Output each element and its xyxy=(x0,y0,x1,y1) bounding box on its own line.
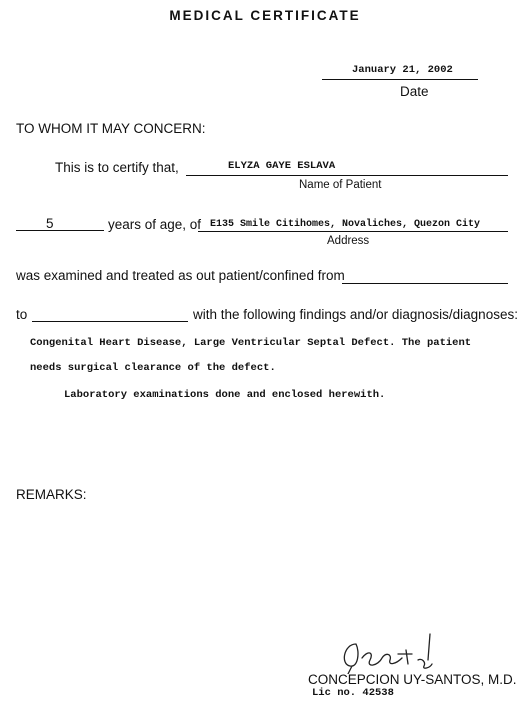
confined-to-line xyxy=(32,321,188,322)
physician-license: Lic no. 42538 xyxy=(312,687,394,699)
confined-from-line xyxy=(342,283,508,284)
date-line xyxy=(322,79,478,80)
date-value: January 21, 2002 xyxy=(352,64,453,76)
salutation: TO WHOM IT MAY CONCERN: xyxy=(16,121,206,136)
page-title: MEDICAL CERTIFICATE xyxy=(169,8,361,23)
findings-text: with the following findings and/or diagnosis/diagnoses: xyxy=(193,307,518,322)
address-label: Address xyxy=(327,235,370,247)
diagnosis-line-2: needs surgical clearance of the defect. xyxy=(30,362,276,374)
age-text: years of age, of xyxy=(108,217,202,232)
address-value: E135 Smile Citihomes, Novaliches, Quezon City xyxy=(210,219,481,230)
certify-text: This is to certify that, xyxy=(55,160,179,175)
physician-signature xyxy=(334,630,444,674)
physician-name: CONCEPCION UY-SANTOS, M.D. xyxy=(308,672,517,687)
age-line xyxy=(16,230,104,231)
patient-name-label: Name of Patient xyxy=(299,179,382,191)
patient-name-line xyxy=(186,175,508,176)
patient-name: ELYZA GAYE ESLAVA xyxy=(228,160,336,172)
address-line xyxy=(198,231,508,232)
date-label: Date xyxy=(400,84,429,99)
to-text: to xyxy=(16,307,28,322)
age-value: 5 xyxy=(46,216,54,231)
diagnosis-line-1: Congenital Heart Disease, Large Ventricular Septal Defect. The patient xyxy=(30,337,472,349)
examined-text: was examined and treated as out patient/confined from xyxy=(16,268,345,283)
remarks-label: REMARKS: xyxy=(16,487,87,502)
diagnosis-line-3: Laboratory examinations done and enclosed herewith. xyxy=(64,389,386,401)
